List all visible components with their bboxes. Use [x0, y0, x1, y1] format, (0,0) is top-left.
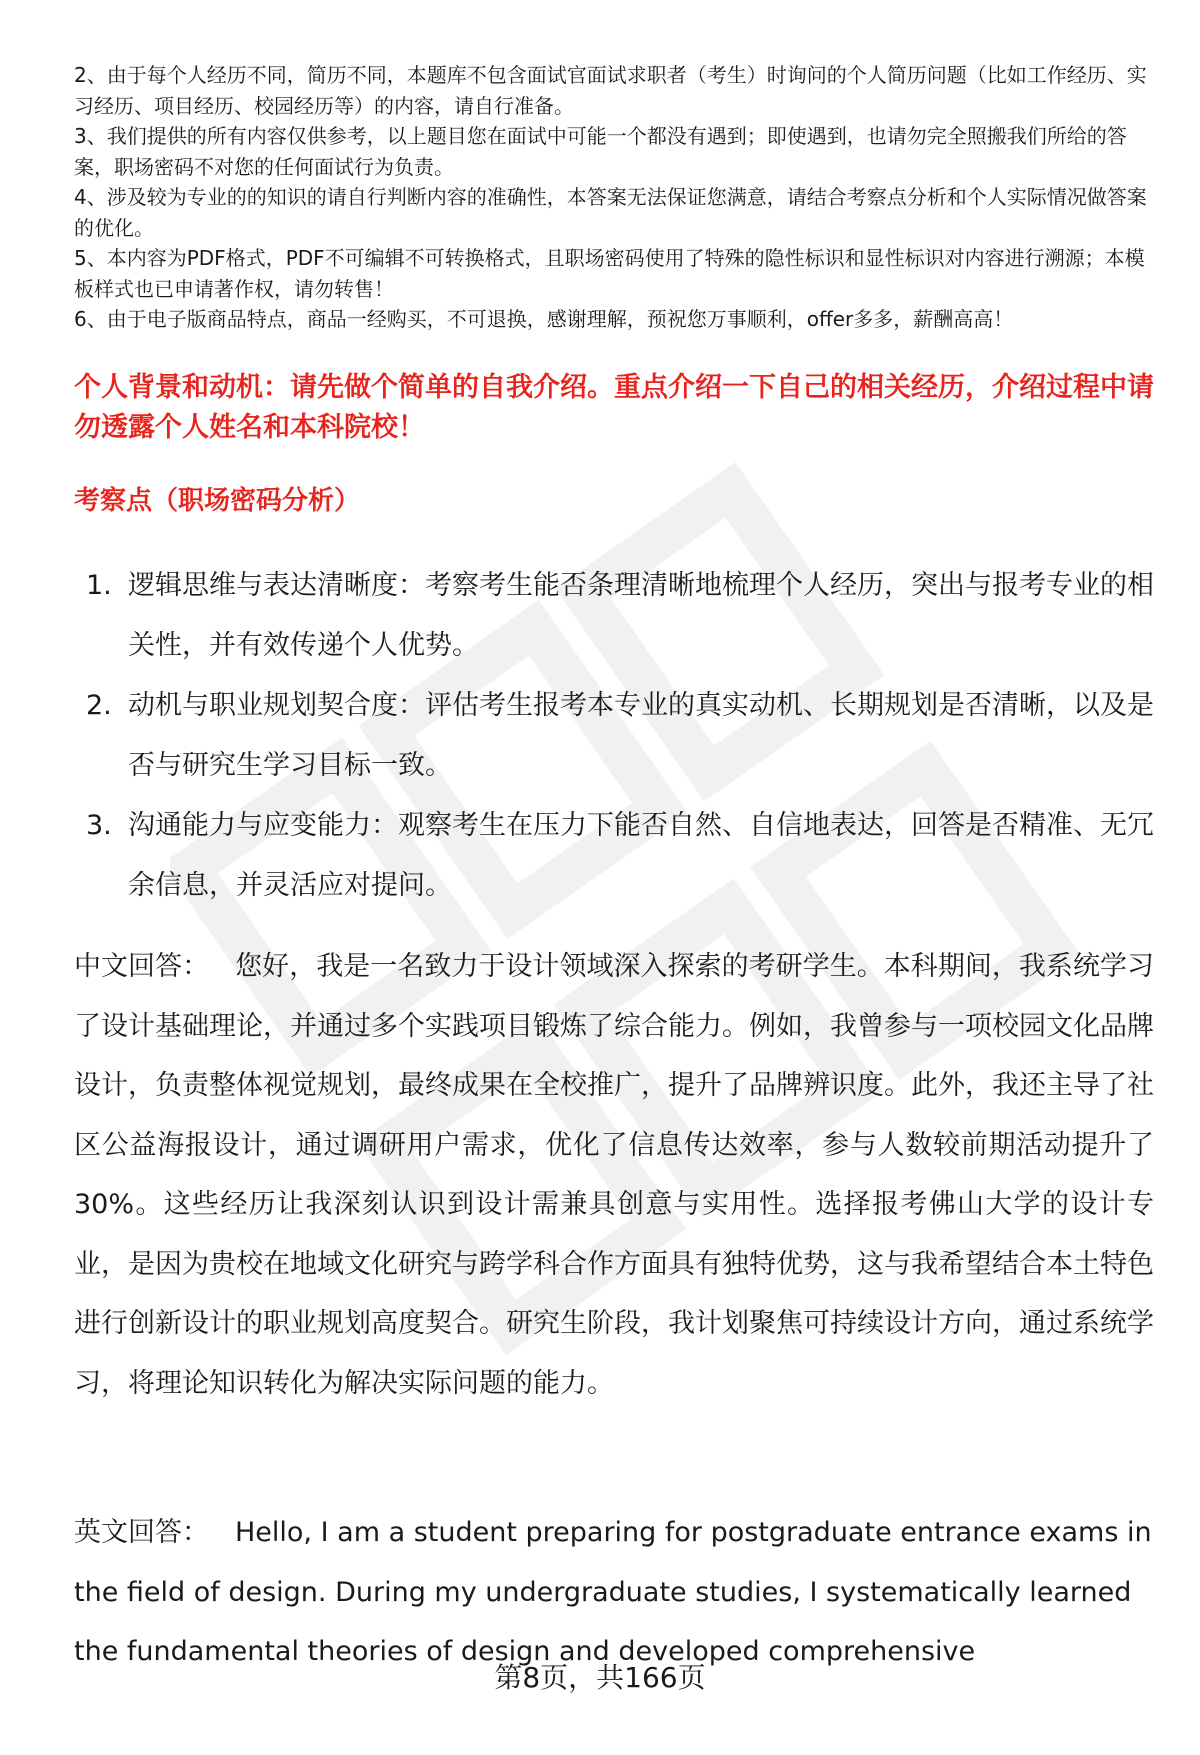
note-3: 3、我们提供的所有内容仅供参考，以上题目您在面试中可能一个都没有遇到；即使遇到，也请勿完全照搬我们所给的答案，职场密码不对您的任何面试行为负责。 [74, 124, 1127, 179]
list-item [74, 796, 1154, 916]
question-heading: 个人背景和动机：请先做个简单的自我介绍。重点介绍一下自己的相关经历，介绍过程中请勿透露个人姓名和本科院校！ [74, 372, 1154, 443]
note-6: 6、由于电子版商品特点，商品一经购买，不可退换，感谢理解，预祝您万事顺利，offer多多，薪酬高高！ [74, 307, 1014, 331]
chinese-answer-label: 中文回答： [74, 951, 210, 982]
list-item-number: 3. [86, 810, 112, 841]
notes-block [74, 60, 1154, 335]
english-answer [74, 1503, 1154, 1682]
list-item-text: 逻辑思维与表达清晰度：考察考生能否条理清晰地梳理个人经历，突出与报考专业的相关性，并有效传递个人优势。 [128, 570, 1154, 661]
english-answer-label: 英文回答： [74, 1517, 209, 1548]
note-2: 2、由于每个人经历不同，简历不同，本题库不包含面试官面试求职者（考生）时询问的个人简历问题（比如工作经历、实习经历、项目经历、校园经历等）的内容，请自行准备。 [74, 63, 1147, 118]
page-number-footer: 第8页，共166页 [494, 1661, 706, 1694]
list-item [74, 556, 1154, 676]
chinese-answer [74, 937, 1154, 1413]
section-title: 考察点（职场密码分析） [74, 486, 361, 516]
assessment-points-list [74, 556, 1154, 916]
list-item-text: 动机与职业规划契合度：评估考生报考本专业的真实动机、长期规划是否清晰，以及是否与研究生学习目标一致。 [128, 690, 1154, 781]
list-item-text: 沟通能力与应变能力：观察考生在压力下能否自然、自信地表达，回答是否精准、无冗余信息，并灵活应对提问。 [128, 810, 1154, 901]
list-item [74, 676, 1154, 796]
note-4: 4、涉及较为专业的的知识的请自行判断内容的准确性，本答案无法保证您满意，请结合考察点分析和个人实际情况做答案的优化。 [74, 185, 1147, 240]
note-5: 5、本内容为PDF格式，PDF不可编辑不可转换格式，且职场密码使用了特殊的隐性标识和显性标识对内容进行溯源；本模板样式也已申请著作权，请勿转售！ [74, 246, 1145, 301]
english-answer-text: Hello, I am a student preparing for postgraduate entrance exams in the field of design. During my undergraduate studies, I systematically learned the fundamental theories of design and developed comprehensive [74, 1517, 1152, 1667]
chinese-answer-text: 您好，我是一名致力于设计领域深入探索的考研学生。本科期间，我系统学习了设计基础理论，并通过多个实践项目锻炼了综合能力。例如，我曾参与一项校园文化品牌设计，负责整体视觉规划，最终成果在全校推广，提升了品牌辨识度。此外，我还主导了社区公益海报设计，通过调研用户需求，优化了信息传达效率，参与人数较前期活动提升了30%。这些经历让我深刻认识到设计需兼具创意与实用性。选择报考佛山大学的设计专业，是因为贵校在地域文化研究与跨学科合作方面具有独特优势，这与我希望结合本土特色进行创新设计的职业规划高度契合。研究生阶段，我计划聚焦可持续设计方向，通过系统学习，将理论知识转化为解决实际问题的能力。 [74, 951, 1155, 1399]
list-item-number: 1. [86, 570, 112, 601]
list-item-number: 2. [86, 690, 112, 721]
